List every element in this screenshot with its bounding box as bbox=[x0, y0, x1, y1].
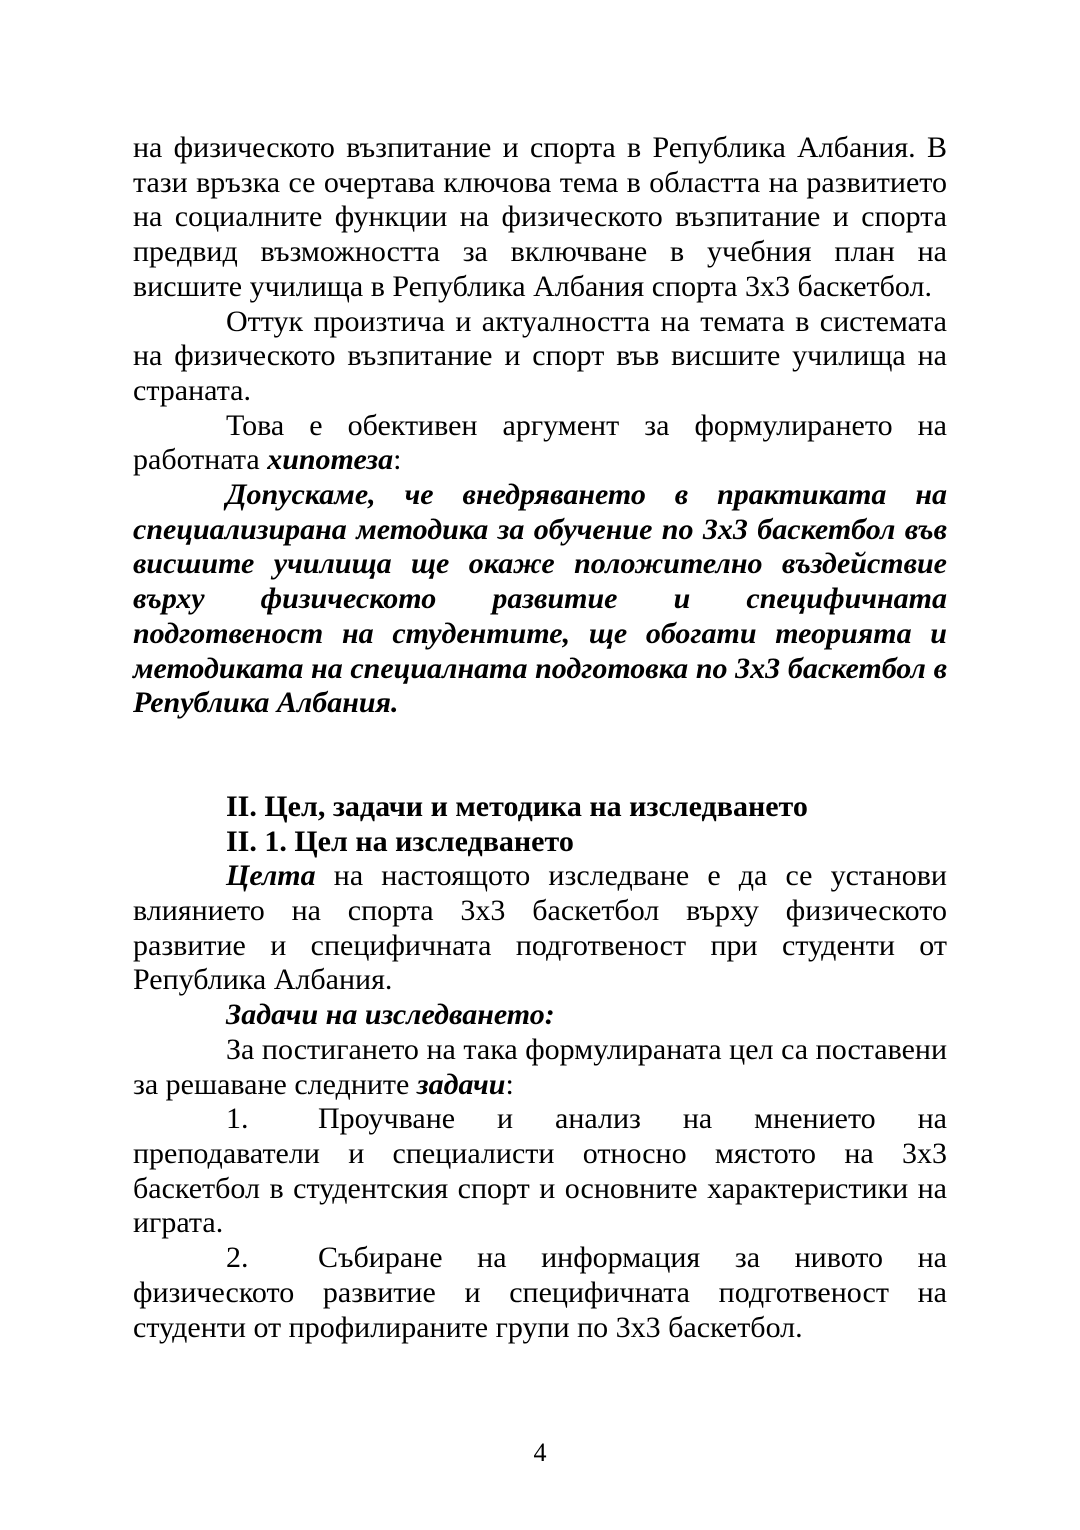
page-number: 4 bbox=[533, 1438, 547, 1467]
section-spacer bbox=[133, 721, 947, 790]
tasks-intro-text: За постигането на така формулираната цел са поставени за решаване следните bbox=[133, 1032, 947, 1101]
tasks-heading: Задачи на изследването: bbox=[226, 998, 555, 1032]
argument-text: Това е обективен аргумент за формулирането на работната bbox=[133, 408, 947, 477]
subsection-heading: II. 1. Цел на изследването bbox=[226, 824, 574, 858]
list-item bbox=[133, 1241, 947, 1345]
paragraph-tasks-intro bbox=[133, 1033, 947, 1102]
list-item-text: Събиране на информация за нивото на физическото развитие и специфичната подготвеност на студенти от профилираните групи по 3х3 баскетбол. bbox=[133, 1241, 947, 1344]
list-item-number: 2. bbox=[226, 1241, 249, 1275]
page-content bbox=[133, 131, 947, 1345]
paragraph-goal bbox=[133, 859, 947, 998]
list-item-text: Проучване и анализ на мнението на преподаватели и специалисти относно мястото на 3х3 баскетбол в студентския спорт и основните характеристики на играта. bbox=[133, 1102, 947, 1240]
hypothesis-statement: Допускаме, че внедряването в практиката на специализирана методика за обучение по 3х3 баскетбол във висшите училища ще окаже положително въздействие върху физическото развитие и специфичната подготвеност на студентите, ще обогати теорията и методиката на специалната подготовка по 3х3 баскетбол в Република Албания. bbox=[133, 478, 947, 720]
goal-text: на настоящото изследване е да се установи влиянието на спорта 3х3 баскетбол върху физическото развитие и специфичната подготвеност при студенти от Република Албания. bbox=[133, 859, 947, 997]
paragraph-intro: на физическото възпитание и спорта в Република Албания. В тази връзка се очертава ключова тема в областта на развитието на социалните функции на физическото възпитание и спорта предвид възможността за включване в учебния план на висшите училища в Република Албания спорта 3х3 баскетбол. bbox=[133, 131, 947, 303]
hypothesis-term: хипотеза bbox=[267, 443, 394, 477]
paragraph-relevance: Оттук произтича и актуалността на темата в системата на физическото възпитание и спорт във висшите училища на страната. bbox=[133, 304, 947, 407]
list-item-number: 1. bbox=[226, 1102, 249, 1136]
list-item bbox=[133, 1102, 947, 1241]
goal-term: Целта bbox=[226, 859, 316, 893]
tasks-term: задачи bbox=[416, 1067, 506, 1101]
section-heading: II. Цел, задачи и методика на изследването bbox=[226, 789, 808, 823]
tasks-intro-colon: : bbox=[505, 1067, 514, 1101]
paragraph-argument bbox=[133, 409, 947, 478]
argument-colon: : bbox=[393, 443, 402, 477]
